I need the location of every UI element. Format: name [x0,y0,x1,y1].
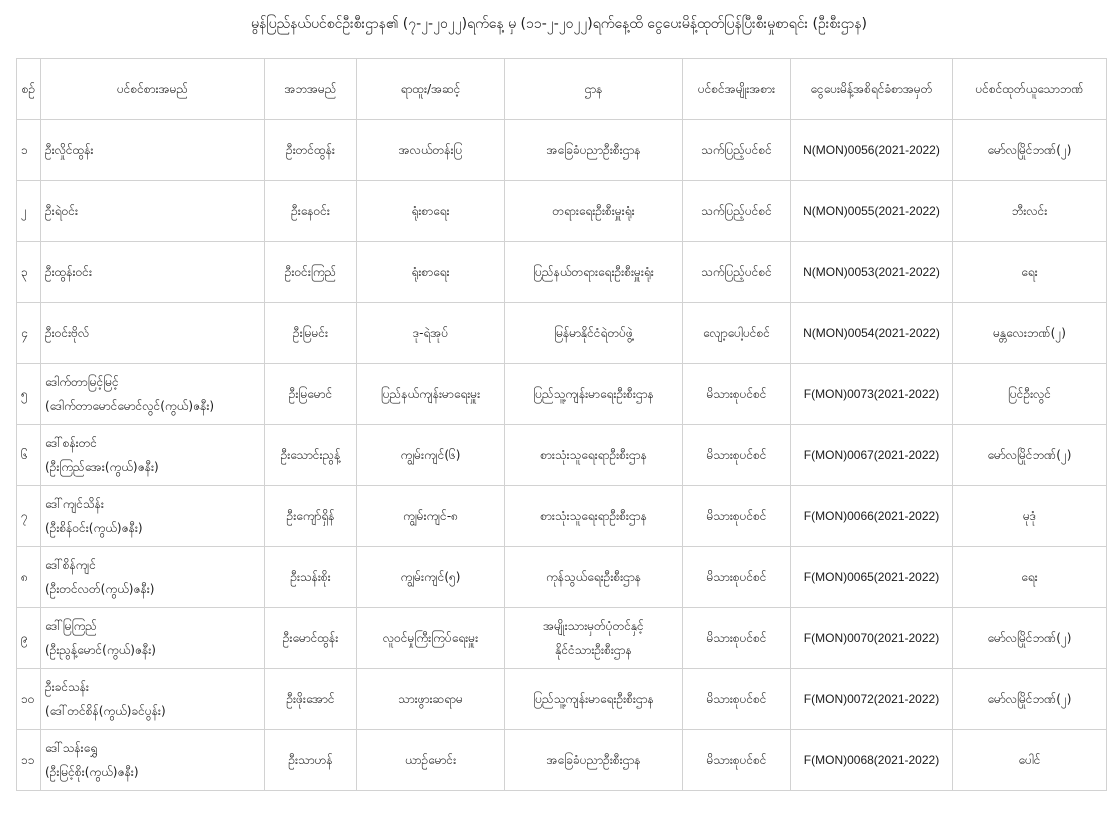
cell-father-name [265,425,357,486]
cell-department-text: ပြည်နယ်တရားရေးဦးစီးမှူးရုံး [533,265,654,279]
cell-order-number [791,425,953,486]
cell-pensioner-name [41,669,265,730]
cell-bank [953,120,1107,181]
cell-pension-type [683,242,791,303]
cell-no-text: ၁၀ [21,692,35,706]
cell-pension-type [683,303,791,364]
cell-no-text: ၈ [21,570,28,584]
cell-rank [357,608,505,669]
cell-no-text: ၉ [21,631,28,645]
cell-order-number [791,486,953,547]
cell-bank-text: ရေး [1021,570,1038,584]
cell-no-text: ၇ [21,509,28,523]
cell-pensioner-name-text: ဒေါ်စိန်ကျင် [45,558,96,572]
cell-department-text: ပြည်သူ့ကျန်းမာရေးဦးစီးဌာန [533,692,654,706]
cell-father-name-text: ဦးကျော်ရှိန် [286,509,335,523]
cell-no [17,303,41,364]
cell-order-number [791,669,953,730]
cell-bank [953,608,1107,669]
cell-pensioner-name-text: ဒေါ်သန်းရွှေ [45,741,98,755]
cell-no-text: ၂ [21,204,27,218]
cell-department [505,364,683,425]
cell-pensioner-name [41,181,265,242]
cell-rank [357,181,505,242]
cell-father-name [265,242,357,303]
cell-pensioner-name-text: (ဦးမြင့်စိုး(ကွယ်)ဇနီး) [45,765,139,779]
table-row [17,242,1107,303]
cell-pensioner-name [41,486,265,547]
cell-rank-text: ကျွမ်းကျင်(၆) [400,448,461,462]
header-department: ဌာန [505,59,683,120]
cell-pensioner-name-text: (ဦးကြည်အေး(ကွယ်)ဇနီး) [45,460,159,474]
cell-father-name-text: ဦးမောင်ထွန်း [282,631,339,645]
cell-pension-type [683,364,791,425]
cell-bank-text: ရေး [1021,265,1038,279]
cell-no [17,120,41,181]
table-row [17,547,1107,608]
cell-department [505,181,683,242]
cell-pension-type-text: သက်ပြည့်ပင်စင် [701,143,772,157]
cell-pension-type-text: သက်ပြည့်ပင်စင် [701,265,772,279]
cell-order-number-text: F(MON)0072(2021-2022) [803,692,940,706]
cell-order-number-text: F(MON)0067(2021-2022) [803,448,940,462]
cell-pension-type-text: မိသားစုပင်စင် [706,387,767,401]
cell-pension-type-text: မိသားစုပင်စင် [706,692,767,706]
cell-pension-type-text: သက်ပြည့်ပင်စင် [701,204,772,218]
cell-department [505,608,683,669]
cell-order-number-text: F(MON)0070(2021-2022) [803,631,940,645]
cell-no-text: ၅ [21,387,28,401]
cell-pensioner-name-text: ဦးရဲဝင်း [45,204,79,218]
cell-bank [953,425,1107,486]
cell-order-number-text: F(MON)0068(2021-2022) [803,753,940,767]
cell-bank [953,242,1107,303]
cell-bank-text: မော်လမြိုင်ဘဏ်(၂) [987,448,1072,462]
cell-no [17,425,41,486]
table-row [17,181,1107,242]
cell-pension-type-text: လျော့ပေါ့ပင်စင် [703,326,770,340]
cell-bank [953,303,1107,364]
cell-father-name-text: ဦးသာဟန် [288,753,333,767]
cell-rank-text: ကျွမ်းကျင်(၅) [400,570,461,584]
cell-no-text: ၄ [21,326,28,340]
cell-order-number-text: N(MON)0055(2021-2022) [803,204,940,218]
cell-pension-type [683,120,791,181]
cell-order-number-text: N(MON)0056(2021-2022) [803,143,940,157]
cell-order-number [791,303,953,364]
cell-pensioner-name-text: (ဦးစိန်ဝင်း(ကွယ်)ဇနီး) [45,521,143,535]
table-row [17,425,1107,486]
cell-department-text: နိုင်ငံသားဦးစီးဌာန [555,643,632,657]
cell-pensioner-name [41,120,265,181]
cell-pensioner-name [41,242,265,303]
cell-pension-type [683,608,791,669]
cell-bank [953,669,1107,730]
cell-pensioner-name [41,547,265,608]
cell-order-number [791,730,953,791]
cell-pensioner-name-text: (ဒေါက်တာမောင်မောင်လွင်(ကွယ်)ဇနီး) [45,399,215,413]
cell-bank-text: ပြင်ဦးလွင် [1007,387,1052,401]
cell-pension-type [683,425,791,486]
cell-no-text: ၁ [21,143,28,157]
cell-department [505,669,683,730]
table-row [17,486,1107,547]
cell-father-name [265,303,357,364]
table-row [17,364,1107,425]
cell-rank-text: လူဝင်မှုကြီးကြပ်ရေးမှူး [382,631,479,645]
cell-department-text: အမျိုးသားမှတ်ပုံတင်နှင့် [543,619,644,633]
cell-no [17,181,41,242]
cell-no [17,547,41,608]
cell-pensioner-name-text: ဒေါ်ကျင်သိန်း [45,497,104,511]
cell-pension-type [683,730,791,791]
cell-pensioner-name [41,608,265,669]
cell-rank [357,547,505,608]
cell-pension-type [683,486,791,547]
cell-pension-type-text: မိသားစုပင်စင် [706,570,767,584]
cell-bank [953,181,1107,242]
cell-pensioner-name-text: (ဦးညွန့်မောင်(ကွယ်)ဇနီး) [45,643,156,657]
cell-rank-text: ယာဉ်မောင်း [404,753,457,767]
cell-rank-text: ကျွမ်းကျင်-၈ [402,509,459,523]
header-order-number: ငွေပေးမိန့်အစိရင်ခံစာအမှတ် [791,59,953,120]
cell-no [17,486,41,547]
cell-pensioner-name-text: ဦးဝင်းဗိုလ် [45,326,90,340]
cell-pensioner-name [41,425,265,486]
cell-bank-text: ဘီးလင်း [1011,204,1048,218]
cell-pensioner-name-text: ဒေါက်တာမြင့်မြင့် [45,375,119,389]
cell-pensioner-name [41,303,265,364]
cell-department [505,425,683,486]
cell-no [17,730,41,791]
cell-father-name [265,486,357,547]
cell-department [505,242,683,303]
cell-order-number-text: N(MON)0053(2021-2022) [803,265,940,279]
cell-pensioner-name-text: (ဒေါ်တင်စိန်(ကွယ်)ခင်ပွန်း) [45,704,166,718]
cell-rank [357,303,505,364]
cell-order-number-text: F(MON)0065(2021-2022) [803,570,940,584]
cell-department [505,303,683,364]
cell-rank-text: ရုံးစာရေး [411,265,450,279]
cell-bank-text: မော်လမြိုင်ဘဏ်(၂) [987,631,1072,645]
cell-rank [357,425,505,486]
cell-father-name [265,730,357,791]
cell-department [505,547,683,608]
cell-father-name-text: ဦးသောင်းညွန့် [280,448,341,462]
header-father-name: အဘအမည် [265,59,357,120]
table-row [17,303,1107,364]
table-row [17,120,1107,181]
cell-father-name-text: ဦးသန်းစိုး [290,570,331,584]
cell-father-name [265,608,357,669]
cell-rank-text: ရုံးစာရေး [411,204,450,218]
cell-pensioner-name-text: ဒေါ်စန်းတင် [45,436,98,450]
cell-father-name-text: ဦးမြမင်း [292,326,329,340]
cell-pensioner-name [41,730,265,791]
cell-father-name-text: ဦးဝင်းကြည် [284,265,337,279]
cell-no-text: ၁၁ [21,753,35,767]
cell-pension-type-text: မိသားစုပင်စင် [706,509,767,523]
cell-pensioner-name-text: (ဦးတင်လတ်(ကွယ်)ဇနီး) [45,582,155,596]
header-no: စဉ် [17,59,41,120]
cell-father-name-text: ဦးဖိုးအောင် [286,692,335,706]
cell-department-text: စားသုံးသူရေးရာဦးစီးဌာန [540,509,647,523]
cell-order-number [791,547,953,608]
cell-rank-text: ဒု-ရဲအုပ် [412,326,449,340]
cell-father-name-text: ဦးနေဝင်း [291,204,330,218]
cell-father-name-text: ဦးတင်ထွန်း [286,143,335,157]
cell-pension-type [683,669,791,730]
cell-order-number [791,120,953,181]
cell-father-name [265,364,357,425]
cell-bank [953,486,1107,547]
cell-bank-text: မုဒုံ [1022,509,1037,523]
table-body [17,120,1107,791]
cell-rank [357,669,505,730]
cell-pension-type [683,181,791,242]
cell-pension-type [683,547,791,608]
cell-department-text: အခြေခံပညာဦးစီးဌာန [546,143,641,157]
cell-department-text: ပြည်သူ့ကျန်းမာရေးဦးစီးဌာန [533,387,654,401]
cell-bank-text: မန္တလေးဘဏ်(၂) [993,326,1066,340]
cell-rank [357,364,505,425]
cell-bank [953,364,1107,425]
cell-rank [357,120,505,181]
cell-pensioner-name-text: ဦးခင်သန်း [45,680,89,694]
cell-order-number [791,608,953,669]
cell-pension-type-text: မိသားစုပင်စင် [706,448,767,462]
cell-order-number [791,364,953,425]
cell-order-number-text: N(MON)0054(2021-2022) [803,326,940,340]
cell-pension-type-text: မိသားစုပင်စင် [706,753,767,767]
table-row [17,669,1107,730]
cell-no-text: ၃ [21,265,28,279]
cell-bank [953,547,1107,608]
cell-department-text: စားသုံးသူရေးရာဦးစီးဌာန [540,448,647,462]
cell-department-text: မြန်မာနိုင်ငံရဲတပ်ဖွဲ့ [554,326,633,340]
cell-no [17,364,41,425]
table-row [17,608,1107,669]
cell-department [505,486,683,547]
cell-rank [357,730,505,791]
cell-department-text: အခြေခံပညာဦးစီးဌာန [546,753,641,767]
table-row [17,730,1107,791]
cell-pensioner-name-text: ဒေါ်မြကြည် [45,619,97,633]
cell-rank [357,486,505,547]
cell-no-text: ၆ [21,448,28,462]
cell-rank-text: အလယ်တန်းပြ [398,143,463,157]
cell-pensioner-name-text: ဦးထွန်းဝင်း [45,265,93,279]
cell-bank-text: မော်လမြိုင်ဘဏ်(၂) [987,143,1072,157]
cell-pensioner-name [41,364,265,425]
cell-no [17,608,41,669]
cell-order-number [791,242,953,303]
cell-department-text: ကုန်သွယ်ရေးဦးစီးဌာန [546,570,641,584]
cell-father-name [265,120,357,181]
cell-pensioner-name-text: ဦးလှိုင်ထွန်း [45,143,94,157]
cell-father-name [265,181,357,242]
cell-father-name-text: ဦးမြမောင် [288,387,333,401]
header-pensioner-name: ပင်စင်စားအမည် [41,59,265,120]
cell-rank-text: ပြည်နယ်ကျန်းမာရေးမှူး [380,387,481,401]
cell-bank-text: မော်လမြိုင်ဘဏ်(၂) [987,692,1072,706]
cell-no [17,242,41,303]
cell-rank [357,242,505,303]
cell-father-name [265,547,357,608]
cell-rank-text: သားဖွားဆရာမ [398,692,463,706]
pension-table [16,58,1107,791]
header-bank: ပင်စင်ထုတ်ယူသောဘဏ် [953,59,1107,120]
cell-department-text: တရားရေးဦးစီးမှူးရုံး [552,204,635,218]
table-header-row [17,59,1107,120]
cell-order-number-text: F(MON)0066(2021-2022) [803,509,940,523]
header-rank: ရာထူး/အဆင့် [357,59,505,120]
cell-no [17,669,41,730]
cell-department [505,730,683,791]
cell-father-name [265,669,357,730]
cell-department [505,120,683,181]
cell-bank [953,730,1107,791]
cell-bank-text: ပေါင် [1018,753,1041,767]
cell-order-number [791,181,953,242]
header-pension-type: ပင်စင်အမျိုးအစား [683,59,791,120]
cell-order-number-text: F(MON)0073(2021-2022) [803,387,940,401]
cell-pension-type-text: မိသားစုပင်စင် [706,631,767,645]
document-title: မွန်ပြည်နယ်ပင်စင်ဦးစီးဌာန၏ (၇-၂-၂၀၂၂)ရက်နေ့ မှ (၁၁-၂-၂၀၂၂)ရက်နေ့ထိ ငွေပေးမိန့်ထုတ်ပြန်ပြီးစီးမှုစာရင်း (ဦးစီးဌာန) [251,16,867,32]
